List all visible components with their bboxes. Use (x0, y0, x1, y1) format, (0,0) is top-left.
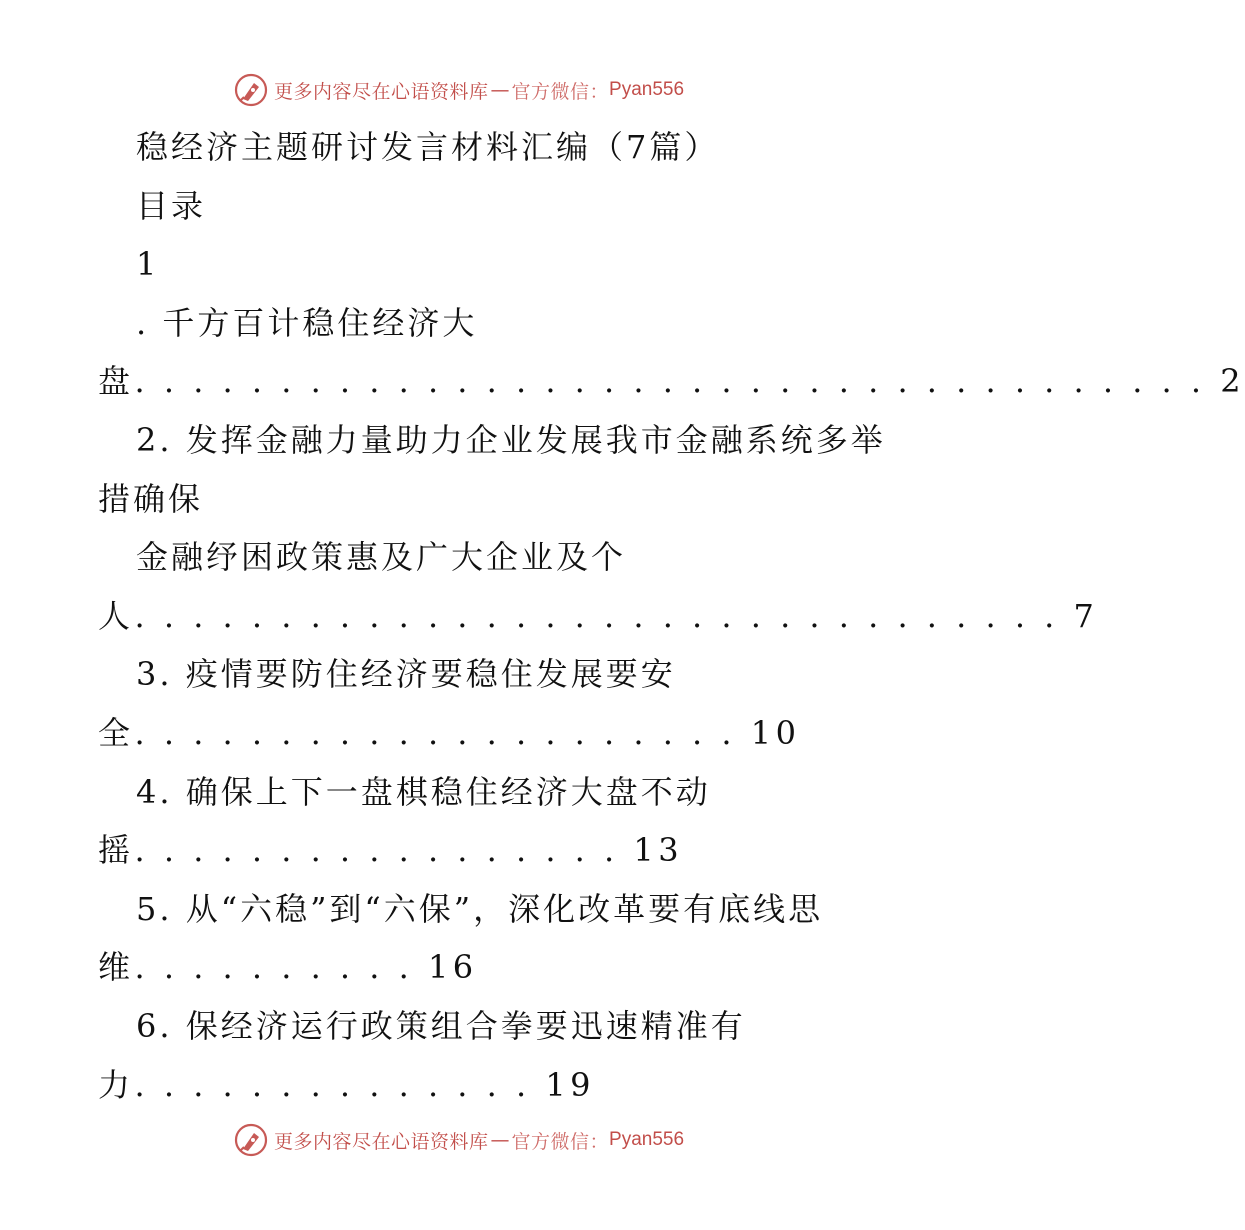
watermark-footer (234, 1122, 684, 1158)
watermark-separator: — (490, 1129, 510, 1151)
toc-line: 力. . . . . . . . . . . . . . 19 (98, 1065, 596, 1104)
watermark-main-text: 更多内容尽在心语资料库 (274, 1130, 489, 1153)
toc-line: 人. . . . . . . . . . . . . . . . . . . . . . . . . . . . . . . . 7 (98, 596, 1099, 635)
watermark-id: Pyan556 (609, 1129, 685, 1150)
toc-line: 2. 发挥金融力量助力企业发展我市金融系统多举 (136, 420, 886, 459)
pen-nib-logo-icon (234, 1123, 268, 1157)
toc-line: 4. 确保上下一盘棋稳住经济大盘不动 (136, 772, 711, 811)
watermark-main-text: 更多内容尽在心语资料库 (274, 80, 489, 103)
toc-line: 盘. . . . . . . . . . . . . . . . . . . . . . . . . . . . . . . . . . . . . 2 (98, 362, 1245, 401)
toc-line: 维. . . . . . . . . . 16 (98, 948, 478, 987)
watermark-id: Pyan556 (609, 79, 685, 100)
toc-line: 措确保 (98, 479, 204, 518)
toc-line: 金融纾困政策惠及广大企业及个 (136, 538, 627, 577)
pen-nib-logo-icon (234, 73, 268, 107)
toc-line: 3. 疫情要防住经济要稳住发展要安 (136, 655, 676, 694)
toc-line: . 千方百计稳住经济大 (136, 303, 478, 342)
watermark-alt-text: 官方微信： (511, 1130, 610, 1153)
toc-line: 5. 从“六稳”到“六保”，深化改革要有底线思 (136, 889, 824, 928)
toc-line: 1 (136, 245, 160, 284)
document-title: 稳经济主题研讨发言材料汇编（7篇） (136, 128, 720, 166)
toc-line: 全. . . . . . . . . . . . . . . . . . . . . 10 (98, 713, 801, 752)
watermark-separator: — (490, 79, 510, 101)
toc-line: 摇. . . . . . . . . . . . . . . . . 13 (98, 831, 684, 870)
toc-line: 6. 保经济运行政策组合拳要迅速精准有 (136, 1006, 746, 1045)
document-body (98, 118, 1245, 1114)
watermark-header (234, 72, 684, 108)
toc-heading: 目录 (136, 186, 207, 225)
watermark-alt-text: 官方微信： (511, 80, 610, 103)
